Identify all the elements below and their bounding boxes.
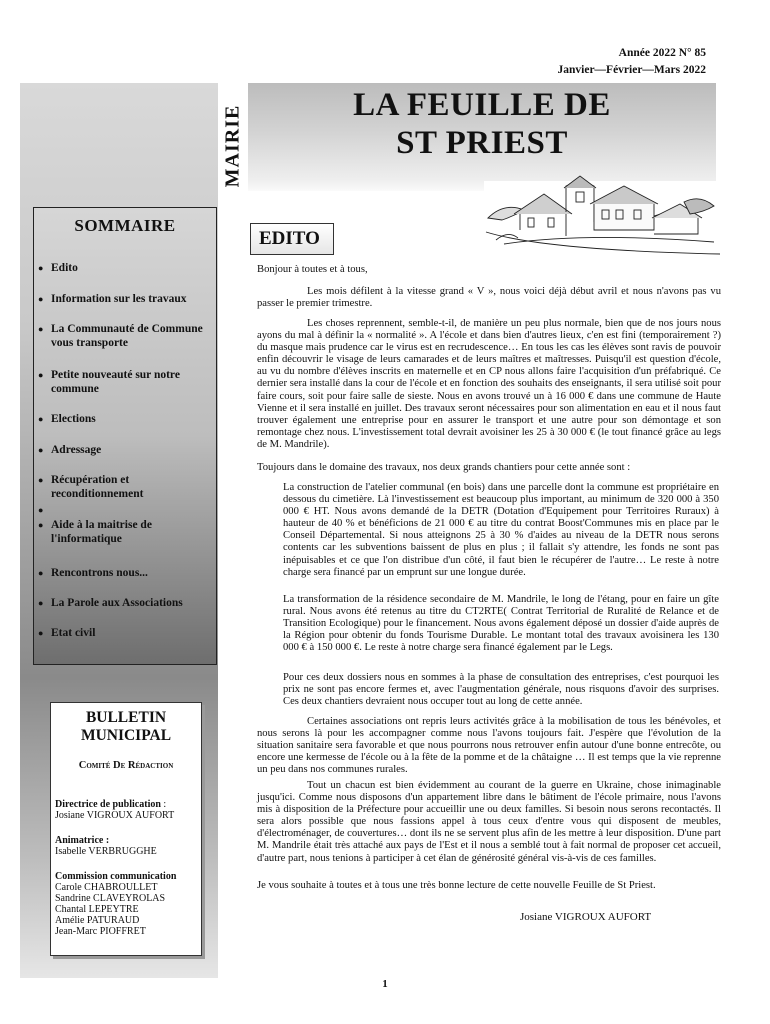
issue-period: Janvier—Février—Mars 2022 (557, 64, 706, 76)
edito-paragraph-2: Les choses reprennent, semble-t-il, de manière un peu plus normale, bien que de nos jours nous ayons du mal à définir la « normalité ». A l'école et dans bien d'autres lieux, c'en est fini (temporairement ?) du masque mais prudence car le virus est en recrudescence… En tous les cas les élèves sont ravis de pouvoir enfin découvrir le visage de leurs camarades et de leurs maîtres et maîtresses. Puisqu'il est question d'école, au vu du nombre d'élèves inscrits en maternelle et en CP nous allons faire l'acquisition d'un préfabriqué. Ce dernier sera installé dans la cour de l'école et en fonction des souhaits des enseignants, il sera utilisé soit pour faire cours, soit pour faire salle de sieste. Nous en avons trouvé un à 16 000 € dans une commune de Haute Vienne et il sera installé en juillet. Des travaux seront nécessaires pour son alimentation en eau et il nous faut trouver également une entreprise pour en assurer le transport et une autre pour son démontage et son remontage chez nous. L'investissement total devrait avoisiner les 25 à 30 000 € (le tout financé grâce au legs de M. Mandrile). (257, 318, 721, 450)
toc-item[interactable]: ● Adressage (38, 444, 102, 456)
toc-item[interactable]: ● Rencontrons nous... (38, 567, 148, 579)
bullet-icon: ● (38, 520, 44, 530)
bullet-icon: ● (38, 505, 44, 515)
commission-member: Carole CHABROULLET (55, 882, 158, 893)
title-line-2: ST PRIEST (396, 125, 568, 161)
communication-commission (55, 871, 201, 937)
animator (55, 835, 201, 857)
project-gite: La transformation de la résidence secondaire de M. Mandrile, le long de l'étang, pour en faire un gîte rural. Nous avons été retenus au titre du CT2RTE( Contrat Territorial de Ruralité de Relance et de Transition Ecologique) pour le financement. Nous avons également déposé un dossier d'aide auprès de la Région pour obtenir du fonds Tourisme Durable. Le montant total des travaux avoisinera les 130 000 € à 150 000 €. Le reste à notre charge sera financé également par le Legs. (283, 594, 719, 654)
commission-member: Jean-Marc PIOFFRET (55, 926, 146, 937)
bullet-icon: ● (38, 263, 44, 273)
toc-item[interactable]: ● Etat civil (38, 627, 96, 639)
director-separator: : (160, 799, 167, 810)
publication-director (55, 799, 201, 821)
projects-consultation: Pour ces deux dossiers nous en sommes à la phase de consultation des entreprises, c'est pourquoi les prix ne sont pas encore fermes et, avec l'augmentation générale, nous risquons d'avoir des surprises. Ces deux chantiers devraient nous occuper tout au long de cette année. (283, 672, 719, 708)
edito-heading: EDITO (250, 223, 334, 255)
bullet-icon: ● (38, 628, 44, 638)
newsletter-title (248, 86, 716, 162)
bullet-icon: ● (38, 370, 44, 380)
edito-paragraph-3: Toujours dans le domaine des travaux, nos deux grands chantiers pour cette année sont : (257, 462, 631, 473)
edito-paragraph-5: Tout un chacun est bien évidemment au courant de la guerre en Ukraine, chose inimaginable jusqu'ici. Comme nous disposons d'un appartement libre dans le bâtiment de l'école primaire, nous l'avons mis à disposition de la Préfecture pour accueillir une ou deux familles. Si besoin nous serons recontactés. Il sera alors possible que nous fassions appel à tous ceux d'entre vous qui disposent de meubles, d'électroménager, de couvertures… dont ils ne se servent plus afin de les mettre à leur disposition. D'une part M. Mandrile était très attaché aux pays de l'Est et il nous a semblé tout à fait normal de proposer cet accueil, d'autre part, nous tenions à participer à cet élan de générosité général vis-à-vis de ces familles. (257, 780, 721, 864)
mairie-tab (218, 83, 248, 208)
bulletin-title: BULLETIN MUNICIPAL (80, 709, 172, 744)
table-of-contents (33, 207, 217, 665)
issue-number: Année 2022 N° 85 (618, 47, 706, 59)
toc-item[interactable]: ● Récupération et reconditionnement (38, 474, 144, 500)
mairie-label: MAIRIE (221, 104, 244, 187)
commission-member: Chantal LEPEYTRE (55, 904, 139, 915)
title-line-1: LA FEUILLE DE (353, 87, 611, 123)
edito-greeting: Bonjour à toutes et à tous, (257, 264, 368, 275)
bullet-icon: ● (38, 294, 44, 304)
toc-item[interactable]: ● La Parole aux Associations (38, 597, 183, 609)
title-banner-tail (248, 181, 484, 191)
toc-item-empty (38, 503, 210, 517)
edito-paragraph-6: Je vous souhaite à toutes et à tous une très bonne lecture de cette nouvelle Feuille de St Priest. (257, 880, 656, 891)
director-label: Directrice de publication (55, 799, 161, 810)
edito-paragraph-4: Certaines associations ont repris leurs activités grâce à la mobilisation de tous les bénévoles, et nous serons là pour les accompagner comme nous l'avons toujours fait. J'espère que l'évolution de la situation sanitaire sera favorable et que nous pourrons nous retrouver enfin autour d'une bonne entrecôte, ou encore une kermesse de l'école ou à la fête de la pomme et de la châtaigne … Il est temps que la vie reprenne un peu dans nos communes rurales. (257, 716, 721, 776)
edito-paragraph-1: Les mois défilent à la vitesse grand « V », nous voici déjà début avril et nous n'avons pas vu passer le premier trimestre. (257, 286, 721, 310)
bullet-icon: ● (38, 568, 44, 578)
toc-title: SOMMAIRE (74, 216, 176, 235)
toc-item[interactable]: ● Aide à la maitrise de l'informatique (38, 519, 152, 545)
page-number: 1 (382, 978, 388, 990)
edito-signature: Josiane VIGROUX AUFORT (520, 911, 652, 923)
animator-name: Isabelle VERBRUGGHE (55, 846, 157, 857)
village-illustration (484, 172, 720, 262)
bullet-icon: ● (38, 324, 44, 334)
bullet-icon: ● (38, 445, 44, 455)
animator-label: Animatrice : (55, 835, 110, 846)
toc-item[interactable]: ● La Communauté de Commune vous transporte (38, 323, 203, 349)
bullet-icon: ● (38, 414, 44, 424)
bullet-icon: ● (38, 598, 44, 608)
editorial-committee-box (50, 702, 202, 956)
director-name: Josiane VIGROUX AUFORT (55, 810, 175, 821)
commission-member: Sandrine CLAVEYROLAS (55, 893, 166, 904)
bullet-icon: ● (38, 475, 44, 485)
commission-member: Amélie PATURAUD (55, 915, 140, 926)
toc-item[interactable]: ● Information sur les travaux (38, 293, 187, 305)
toc-item[interactable]: ● Edito (38, 262, 78, 274)
commission-label: Commission communication (55, 871, 177, 882)
toc-item[interactable]: ● Elections (38, 413, 96, 425)
project-workshop: La construction de l'atelier communal (en bois) dans une parcelle dont la commune est propriétaire en dessous du cimetière. Là l'investissement est beaucoup plus important, au minimum de 320 000 à 350 000 € HT. Nous avons demandé de la DETR (Dotation d'Equipement pour Territoires Ruraux) à hauteur de 40 % et bénéficions de 21 000 € au titre du contrat Boost'Communes mis en place par le Conseil Départemental. Si nous atteignons 25 à 30 % d'aides au niveau de la DETR nous serons contents car les subventions baissent de plus en plus ; il fallait s'y attendre, les fonds ne sont pas inépuisables et ce que l'on distribue d'un côté, il faut bien le récupérer de l'autre… Le reste à notre charge sera financé par un emprunt sur une longue durée. (283, 482, 719, 578)
committee-heading: Comité De Rédaction (78, 760, 174, 771)
toc-item[interactable]: ● Petite nouveauté sur notre commune (38, 369, 180, 395)
